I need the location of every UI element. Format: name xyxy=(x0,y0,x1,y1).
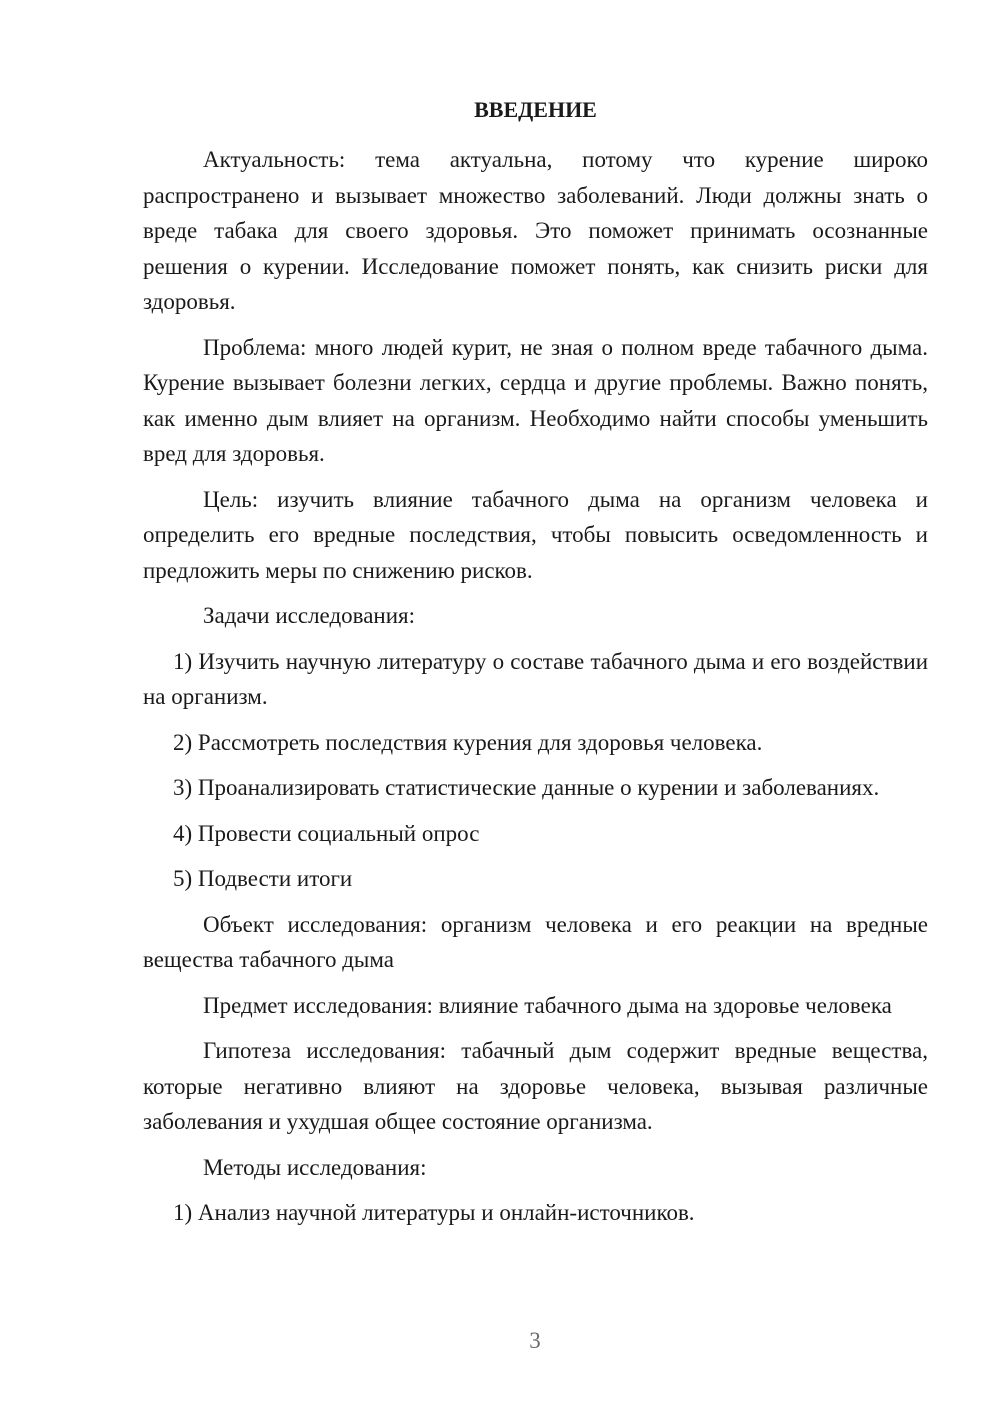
subject-paragraph: Предмет исследования: влияние табачного дыма на здоровье человека xyxy=(203,992,892,1018)
hypothesis-paragraph: Гипотеза исследования: табачный дым содержит вредные вещества, которые негативно влияют на здоровье человека, вызывая различные заболевания и ухудшая общее состояние организма. xyxy=(143,1038,928,1134)
method-item: 1) Анализ научной литературы и онлайн-источников. xyxy=(173,1200,695,1225)
page-number: 3 xyxy=(529,1328,541,1353)
task-item: 5) Подвести итоги xyxy=(173,866,353,891)
page-title: ВВЕДЕНИЕ xyxy=(474,97,597,122)
object-paragraph: Объект исследования: организм человека и его реакции на вредные вещества табачного дыма xyxy=(143,911,928,972)
task-item: 1) Изучить научную литературу о составе табачного дыма и его воздействии на организм. xyxy=(143,648,928,709)
methods-heading: Методы исследования: xyxy=(203,1154,427,1180)
task-item: 4) Провести социальный опрос xyxy=(173,820,480,846)
task-item: 3) Проанализировать статистические данные о курении и заболеваниях. xyxy=(173,775,880,800)
relevance-paragraph: Актуальность: тема актуальна, потому что курение широко распространено и вызывает множество заболеваний. Люди должны знать о вреде табака для своего здоровья. Это поможет принимать осознанные решения о курении. Исследование поможет понять, как снизить риски для здоровья. xyxy=(143,147,928,314)
task-item: 2) Рассмотреть последствия курения для здоровья человека. xyxy=(173,729,763,755)
page-content xyxy=(143,90,928,1241)
goal-paragraph: Цель: изучить влияние табачного дыма на организм человека и определить его вредные последствия, чтобы повысить осведомленность и предложить меры по снижению рисков. xyxy=(143,486,928,583)
tasks-heading: Задачи исследования: xyxy=(203,603,416,628)
problem-paragraph: Проблема: много людей курит, не зная о полном вреде табачного дыма. Курение вызывает болезни легких, сердца и другие проблемы. Важно понять, как именно дым влияет на организм. Необходимо найти способы уменьшить вред для здоровья. xyxy=(143,334,928,466)
